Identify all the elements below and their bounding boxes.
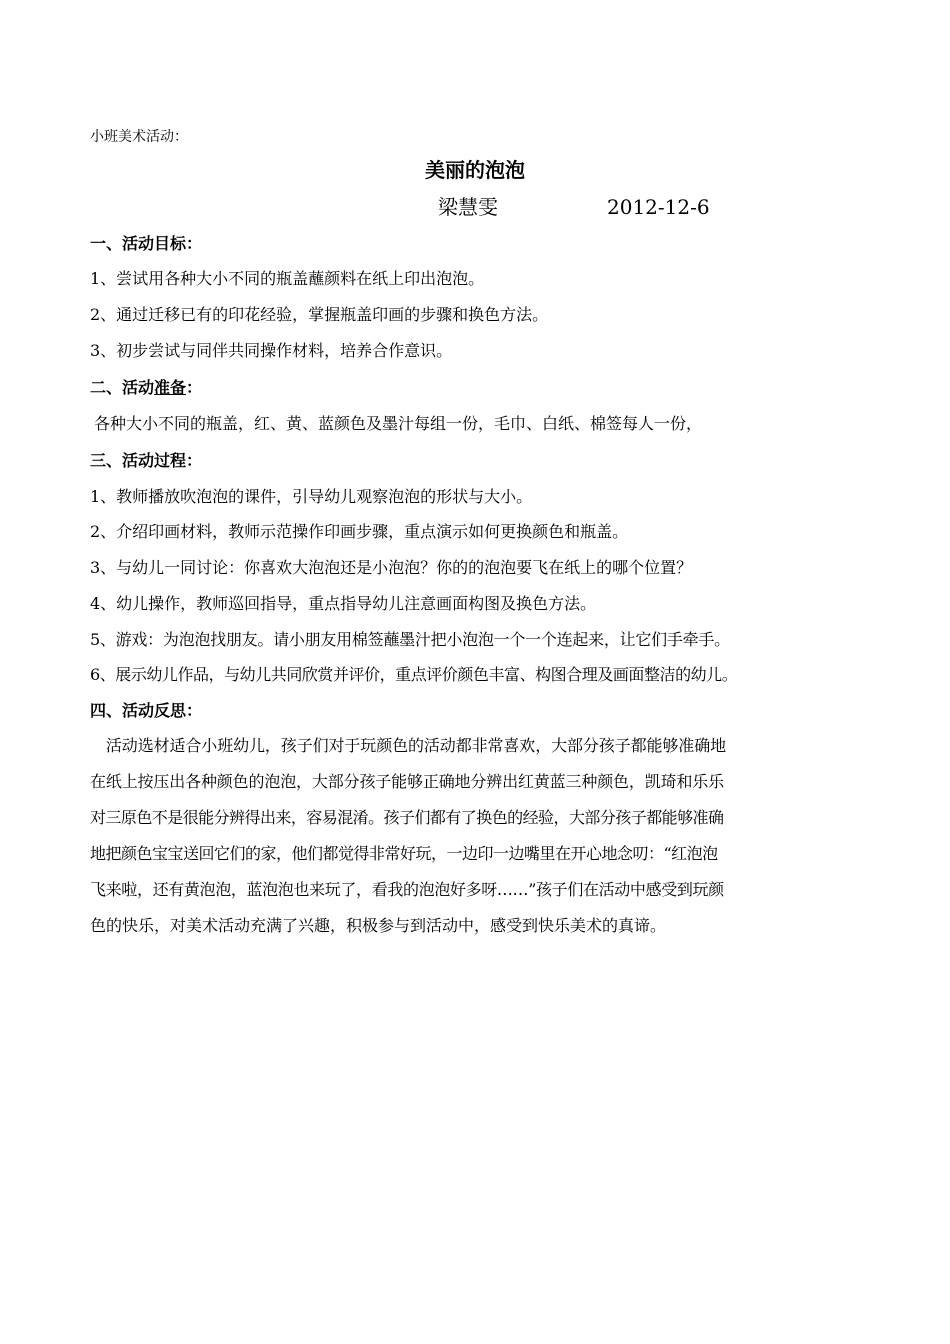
process-item: 2、介绍印画材料，教师示范操作印画步骤，重点演示如何更换颜色和瓶盖。	[90, 522, 629, 541]
prep-heading-suffix: ：	[186, 378, 203, 397]
process-item: 4、幼儿操作，教师巡回指导，重点指导幼儿注意画面构图及换色方法。	[90, 594, 597, 613]
section-goals-heading: 一、活动目标：	[90, 234, 203, 253]
process-item: 1、教师播放吹泡泡的课件，引导幼儿观察泡泡的形状与大小。	[90, 487, 533, 506]
reflection-line: 地把颜色宝宝送回它们的家，他们都觉得非常好玩，一边印一边嘴里在开心地念叨：“红泡泡	[90, 844, 718, 863]
reflection-line: 飞来啦，还有黄泡泡，蓝泡泡也来玩了，看我的泡泡好多呀……”孩子们在活动中感受到玩颜	[90, 880, 724, 899]
document-title: 美丽的泡泡	[425, 158, 525, 182]
reflection-line: 活动选材适合小班幼儿，孩子们对于玩颜色的活动都非常喜欢，大部分孩子都能够准确地	[90, 736, 727, 755]
process-item: 5、游戏：为泡泡找朋友。请小朋友用棉签蘸墨汁把小泡泡一个一个连起来，让它们手牵手。	[90, 630, 730, 649]
section-process-heading: 三、活动过程：	[90, 451, 203, 470]
goal-item: 1、尝试用各种大小不同的瓶盖蘸颜料在纸上印出泡泡。	[90, 269, 485, 288]
reflection-line: 对三原色不是很能分辨得出来，容易混淆。孩子们都有了换色的经验，大部分孩子都能够准确	[90, 808, 724, 827]
goal-item: 3、初步尝试与同伴共同操作材料，培养合作意识。	[90, 341, 453, 360]
section-prep-heading	[90, 378, 202, 398]
prep-heading-underlined: 准备	[154, 378, 187, 397]
reflection-line: 色的快乐，对美术活动充满了兴趣，积极参与到活动中，感受到快乐美术的真谛。	[90, 916, 667, 935]
process-item: 6、展示幼儿作品，与幼儿共同欣赏并评价，重点评价颜色丰富、构图合理及画面整洁的幼儿。	[90, 665, 738, 684]
author-name: 梁慧雯	[438, 195, 498, 219]
prep-text: 各种大小不同的瓶盖，红、黄、蓝颜色及墨汁每组一份，毛巾、白纸、棉签每人一份，	[94, 414, 703, 433]
section-reflection-heading: 四、活动反思：	[90, 701, 203, 720]
process-item: 3、与幼儿一同讨论：你喜欢大泡泡还是小泡泡？你的的泡泡要飞在纸上的哪个位置？	[90, 558, 693, 577]
reflection-line: 在纸上按压出各种颜色的泡泡，大部分孩子能够正确地分辨出红黄蓝三种颜色，凯琦和乐乐	[90, 772, 725, 791]
activity-category: 小班美术活动：	[90, 129, 188, 145]
goal-item: 2、通过迁移已有的印花经验，掌握瓶盖印画的步骤和换色方法。	[90, 305, 549, 324]
prep-heading-prefix: 二、活动	[90, 378, 155, 397]
document-date: 2012-12-6	[607, 195, 710, 219]
